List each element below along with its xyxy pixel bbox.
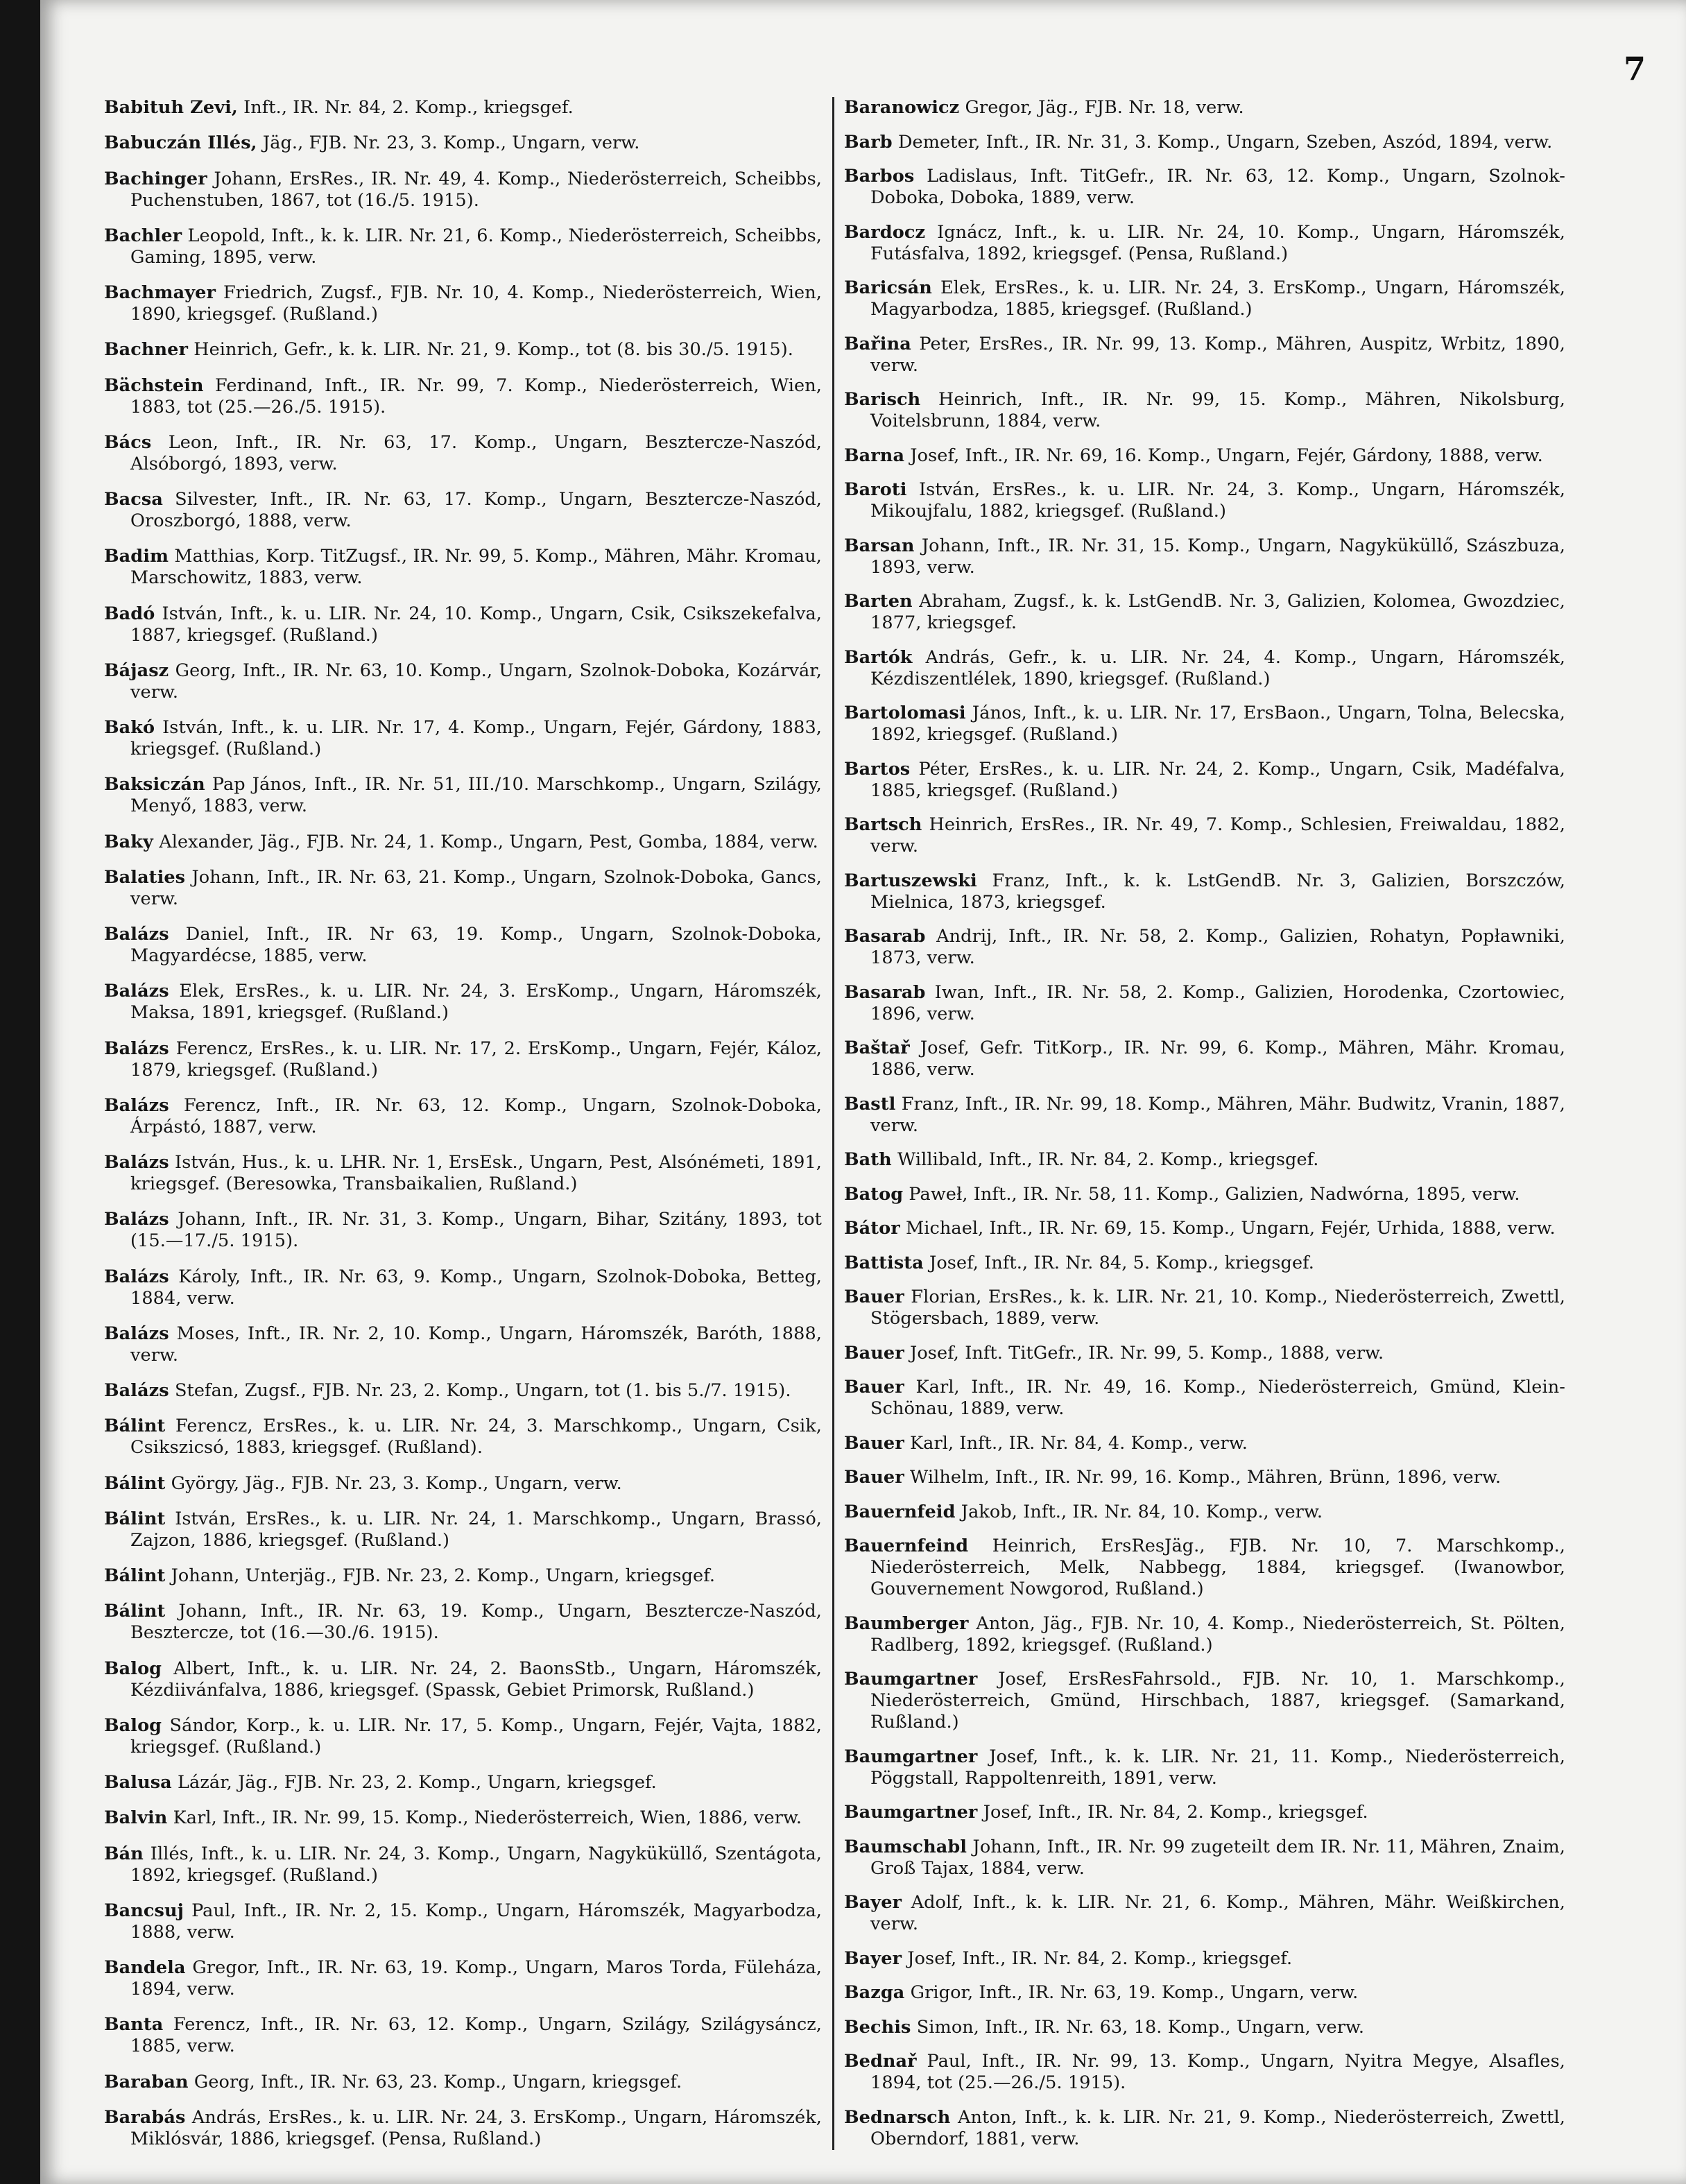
entry-details: Gregor, Inft., IR. Nr. 63, 19. Komp., Ungarn, Maros Torda, Füleháza, 1894, verw.: [130, 1957, 822, 2000]
list-item: [104, 225, 822, 268]
list-item: [104, 1266, 822, 1309]
list-item: [104, 282, 822, 325]
entry-details: Johann, ErsRes., IR. Nr. 49, 4. Komp., Niederösterreich, Scheibbs, Puchenstuben, 1867, tot (16./5. 1915).: [130, 168, 822, 211]
list-item: [844, 703, 1565, 746]
entry-name: Babituh Zevi,: [104, 97, 238, 118]
list-item: [844, 535, 1565, 578]
entry-name: Bachler: [104, 225, 182, 246]
entry-name: Bayer: [844, 1892, 902, 1913]
list-item: [104, 1152, 822, 1195]
list-item: [104, 1658, 822, 1701]
entry-name: Bauer: [844, 1432, 904, 1454]
list-item: [844, 1343, 1565, 1364]
entry-details: Ferencz, Inft., IR. Nr. 63, 12. Komp., Ungarn, Szolnok-Doboka, Árpástó, 1887, verw.: [130, 1094, 822, 1137]
entry-details: Willibald, Inft., IR. Nr. 84, 2. Komp., kriegsgef.: [897, 1149, 1319, 1170]
entry-details: István, Inft., k. u. LIR. Nr. 17, 4. Komp., Ungarn, Fejér, Gárdony, 1883, kriegsgef. (Rußland.): [130, 717, 822, 759]
entry-details: Franz, Inft., IR. Nr. 99, 18. Komp., Mähren, Mähr. Budwitz, Vranin, 1887, verw.: [870, 1093, 1565, 1136]
entry-name: Bächstein: [104, 375, 204, 396]
entry-details: Iwan, Inft., IR. Nr. 58, 2. Komp., Galizien, Horodenka, Czortowiec, 1896, verw.: [870, 981, 1565, 1024]
entry-details: Inft., IR. Nr. 84, 2. Komp., kriegsgef.: [243, 97, 574, 118]
list-item: [104, 546, 822, 589]
entry-name: Bachner: [104, 339, 189, 361]
list-item: [844, 132, 1565, 153]
list-item: [104, 1715, 822, 1758]
entry-name: Bauer: [844, 1377, 904, 1398]
entry-details: Andrij, Inft., IR. Nr. 58, 2. Komp., Galizien, Rohatyn, Popławniki, 1873, verw.: [870, 926, 1565, 968]
entry-name: Balázs: [104, 1038, 169, 1059]
entry-name: Bartuszewski: [844, 870, 977, 891]
entry-details: Károly, Inft., IR. Nr. 63, 9. Komp., Ungarn, Szolnok-Doboka, Betteg, 1884, verw.: [130, 1266, 822, 1309]
entry-details: Stefan, Zugsf., FJB. Nr. 23, 2. Komp., Ungarn, tot (1. bis 5./7. 1915).: [174, 1380, 791, 1401]
list-item: [844, 591, 1565, 634]
entry-name: Badim: [104, 546, 169, 567]
entry-details: Anton, Jäg., FJB. Nr. 10, 4. Komp., Niederösterreich, St. Pölten, Radlberg, 1892, kriegsgef. (Rußland.): [870, 1613, 1565, 1656]
entry-details: Johann, Inft., IR. Nr. 63, 19. Komp., Ungarn, Beszterczе-Naszód, Beszterczе, tot (16.—30./6. 1915).: [130, 1601, 822, 1644]
entry-name: Balázs: [104, 1152, 169, 1173]
entry-details: Josef, Inft., IR. Nr. 69, 16. Komp., Ungarn, Fejér, Gárdony, 1888, verw.: [910, 445, 1543, 466]
list-item: [844, 1669, 1565, 1733]
entry-name: Balázs: [104, 1094, 169, 1116]
entry-name: Barb: [844, 131, 893, 153]
entry-name: Battista: [844, 1252, 924, 1273]
list-item: [104, 375, 822, 418]
entry-details: Péter, ErsRes., k. u. LIR. Nr. 24, 2. Komp., Ungarn, Csik, Madéfalva, 1885, kriegsgef. (Rußland.): [870, 758, 1565, 801]
entry-name: Bazga: [844, 1982, 905, 2003]
entry-name: Bednař: [844, 2051, 917, 2072]
entry-details: Ferdinand, Inft., IR. Nr. 99, 7. Komp., Niederösterreich, Wien, 1883, tot (25.—26./5. 1915).: [130, 375, 822, 418]
list-item: [104, 1416, 822, 1459]
entry-name: Bachinger: [104, 168, 207, 189]
list-item: [844, 445, 1565, 467]
entry-details: Daniel, Inft., IR. Nr 63, 19. Komp., Ungarn, Szolnok-Doboka, Magyardécse, 1885, verw.: [130, 924, 822, 966]
entry-details: Anton, Inft., k. k. LIR. Nr. 21, 9. Komp., Niederösterreich, Zwettl, Oberndorf, 1881, verw.: [870, 2106, 1565, 2149]
entry-details: Wilhelm, Inft., IR. Nr. 99, 16. Komp., Mähren, Brünn, 1896, verw.: [910, 1467, 1502, 1488]
list-item: [104, 169, 822, 212]
list-item: [844, 389, 1565, 432]
entry-name: Basarab: [844, 926, 926, 947]
entry-details: Leopold, Inft., k. k. LIR. Nr. 21, 6. Komp., Niederösterreich, Scheibbs, Gaming, 1895, verw.: [130, 225, 822, 268]
entry-details: Ignácz, Inft., k. u. LIR. Nr. 24, 10. Komp., Ungarn, Háromszék, Futásfalva, 1892, kriegsgef. (Pensa, Rußland.): [870, 221, 1565, 264]
entry-details: Josef, Inft., IR. Nr. 84, 2. Komp., kriegsgef.: [983, 1802, 1368, 1823]
entry-name: Bauer: [844, 1467, 904, 1488]
entry-name: Bartolomasi: [844, 703, 966, 723]
entry-name: Bandela: [104, 1957, 186, 1978]
list-item: [844, 1746, 1565, 1789]
list-item: [104, 1038, 822, 1081]
entry-details: Josef, Inft., k. k. LIR. Nr. 21, 11. Komp., Niederösterreich, Pöggstall, Rappoltenreith, 1891, verw.: [870, 1746, 1565, 1789]
list-item: [844, 1253, 1565, 1274]
entry-name: Balázs: [104, 1266, 169, 1287]
list-item: [104, 1473, 822, 1495]
list-item: [104, 1601, 822, 1644]
entry-details: Elek, ErsRes., k. u. LIR. Nr. 24, 3. ErsKomp., Ungarn, Háromszék, Maksa, 1891, kriegsgef. (Rußland.): [130, 981, 822, 1024]
entry-details: Grigor, Inft., IR. Nr. 63, 19. Komp., Ungarn, verw.: [910, 1982, 1359, 2003]
entry-name: Bauernfeid: [844, 1501, 956, 1522]
list-item: [104, 924, 822, 967]
entry-name: Balvin: [104, 1807, 168, 1829]
entry-name: Baumgartner: [844, 1746, 978, 1767]
list-item: [104, 2014, 822, 2057]
list-item: [844, 1536, 1565, 1600]
entry-name: Baricsán: [844, 277, 932, 298]
list-item: [844, 1892, 1565, 1935]
entry-details: Lázár, Jäg., FJB. Nr. 23, 2. Komp., Ungarn, kriegsgef.: [178, 1772, 657, 1793]
entry-details: Leon, Inft., IR. Nr. 63, 17. Komp., Ungarn, Beszterczе-Naszód, Alsóborgó, 1893, verw.: [130, 431, 822, 474]
entry-details: Alexander, Jäg., FJB. Nr. 24, 1. Komp., Ungarn, Pest, Gomba, 1884, verw.: [159, 831, 818, 852]
list-item: [104, 339, 822, 361]
entry-name: Balázs: [104, 1209, 169, 1230]
list-item: [104, 489, 822, 532]
entry-details: János, Inft., k. u. LIR. Nr. 17, ErsBaon., Ungarn, Tolna, Belecska, 1892, kriegsgef. (Rußland.): [870, 703, 1565, 745]
entry-details: Adolf, Inft., k. k. LIR. Nr. 21, 6. Komp., Mähren, Mähr. Weißkirchen, verw.: [870, 1892, 1565, 1934]
entry-details: Peter, ErsRes., IR. Nr. 99, 13. Komp., Mähren, Auspitz, Wrbitz, 1890, verw.: [870, 333, 1565, 376]
list-item: [844, 814, 1565, 857]
entry-details: Georg, Inft., IR. Nr. 63, 10. Komp., Ungarn, Szolnok-Doboka, Kozárvár, verw.: [130, 660, 822, 703]
entry-name: Barisch: [844, 389, 921, 410]
entry-details: Johann, Inft., IR. Nr. 99 zugeteilt dem IR. Nr. 11, Mähren, Znaim, Groß Tajax, 1884, verw.: [870, 1836, 1565, 1879]
entry-name: Bálint: [104, 1601, 166, 1622]
entry-name: Barbos: [844, 166, 915, 187]
entry-details: Heinrich, ErsRes., IR. Nr. 49, 7. Komp., Schlesien, Freiwaldau, 1882, verw.: [870, 814, 1565, 857]
entry-name: Bacsa: [104, 489, 163, 510]
entry-details: György, Jäg., FJB. Nr. 23, 3. Komp., Ungarn, verw.: [171, 1472, 622, 1494]
entry-details: Sándor, Korp., k. u. LIR. Nr. 17, 5. Komp., Ungarn, Fejér, Vajta, 1882, kriegsgef. (Rußland.): [130, 1714, 822, 1757]
entry-name: Baroti: [844, 479, 907, 500]
right-column: [832, 97, 1565, 2150]
list-item: [844, 1837, 1565, 1880]
entry-name: Bastl: [844, 1093, 896, 1115]
entry-name: Bancsuj: [104, 1900, 184, 1921]
list-item: [104, 2072, 822, 2093]
list-item: [844, 1613, 1565, 1656]
list-item: [104, 660, 822, 703]
entry-details: Friedrich, Zugsf., FJB. Nr. 10, 4. Komp., Niederösterreich, Wien, 1890, kriegsgef. (Rußland.): [130, 282, 822, 325]
entry-details: István, ErsRes., k. u. LIR. Nr. 24, 1. Marschkomp., Ungarn, Brassó, Zajzon, 1886, kriegsgef. (Rußland.): [130, 1508, 822, 1551]
entry-name: Bauer: [844, 1342, 904, 1364]
list-item: [844, 1287, 1565, 1330]
entry-name: Bednarsch: [844, 2106, 951, 2128]
entry-details: Ferencz, ErsRes., k. u. LIR. Nr. 24, 3. Marschkomp., Ungarn, Csik, Csikszicsó, 1883, kriegsgef. (Rußland).: [130, 1416, 822, 1459]
entry-details: Heinrich, Inft., IR. Nr. 99, 15. Komp., Mähren, Nikolsburg, Voitelsbrunn, 1884, verw.: [870, 389, 1565, 431]
entry-details: Ferencz, ErsRes., k. u. LIR. Nr. 17, 2. ErsKomp., Ungarn, Fejér, Káloz, 1879, kriegsgef. (Rußland.): [130, 1038, 822, 1081]
entry-name: Bachmayer: [104, 282, 216, 303]
entry-name: Baraban: [104, 2071, 189, 2092]
list-item: [844, 2107, 1565, 2150]
entry-name: Bartsch: [844, 814, 922, 835]
entry-details: Elek, ErsRes., k. u. LIR. Nr. 24, 3. ErsKomp., Ungarn, Háromszék, Magyarbodza, 1885, kriegsgef. (Rußland.): [870, 277, 1565, 320]
entry-name: Bartók: [844, 646, 913, 668]
entry-details: Albert, Inft., k. u. LIR. Nr. 24, 2. BaonsStb., Ungarn, Háromszék, Kézdiivánfalva, 1886, kriegsgef. (Spassk, Gebiet Primorsk, Rußland.): [130, 1658, 822, 1701]
list-item: [844, 166, 1565, 209]
entry-details: Michael, Inft., IR. Nr. 69, 15. Komp., Ungarn, Fejér, Urhida, 1888, verw.: [906, 1218, 1556, 1239]
entry-details: Abraham, Zugsf., k. k. LstGendB. Nr. 3, Galizien, Kolomea, Gwozdziec, 1877, kriegsgef.: [870, 591, 1565, 633]
entry-details: Franz, Inft., k. k. LstGendB. Nr. 3, Galizien, Borszczów, Mielnica, 1873, kriegsgef.: [870, 870, 1565, 913]
entry-name: Bath: [844, 1149, 892, 1170]
entry-name: Barna: [844, 445, 905, 466]
entry-details: Matthias, Korp. TitZugsf., IR. Nr. 99, 5. Komp., Mähren, Mähr. Kromau, Marschowitz, 1883, verw.: [130, 546, 822, 589]
entry-details: Karl, Inft., IR. Nr. 49, 16. Komp., Niederösterreich, Gmünd, Klein-Schönau, 1889, verw.: [870, 1377, 1565, 1419]
entry-details: Heinrich, Gefr., k. k. LIR. Nr. 21, 9. Komp., tot (8. bis 30./5. 1915).: [193, 339, 793, 361]
entry-name: Baumschabl: [844, 1836, 967, 1857]
entry-name: Balog: [104, 1714, 162, 1736]
entry-name: Barten: [844, 591, 913, 612]
list-item: [844, 1433, 1565, 1454]
list-item: [104, 1380, 822, 1402]
entry-name: Baumberger: [844, 1613, 969, 1634]
entry-details: Illés, Inft., k. u. LIR. Nr. 24, 3. Komp., Ungarn, Nagyküküllő, Szentágota, 1892, kriegsgef. (Rußland.): [130, 1843, 822, 1886]
entry-name: Barabás: [104, 2106, 186, 2128]
entry-details: István, Inft., k. u. LIR. Nr. 24, 10. Komp., Ungarn, Csik, Csikszekefalva, 1887, kriegsgef. (Rußland.): [130, 603, 822, 646]
list-item: [844, 1802, 1565, 1823]
entry-details: István, ErsRes., k. u. LIR. Nr. 24, 3. Komp., Ungarn, Háromszék, Mikoujfalu, 1882, kriegsgef. (Rußland.): [870, 479, 1565, 522]
list-item: [844, 334, 1565, 377]
entry-name: Banta: [104, 2014, 164, 2036]
list-item: [844, 1467, 1565, 1488]
list-item: [104, 1772, 822, 1794]
document-page: [40, 0, 1686, 2184]
list-item: [844, 1982, 1565, 2004]
list-item: [104, 132, 822, 154]
list-item: [104, 432, 822, 475]
entry-name: Bálint: [104, 1472, 166, 1494]
entry-details: Karl, Inft., IR. Nr. 84, 4. Komp., verw.: [910, 1432, 1248, 1454]
entry-name: Bács: [104, 431, 152, 453]
entry-name: Balusa: [104, 1772, 172, 1793]
entry-name: Bauer: [844, 1287, 904, 1307]
entry-name: Balázs: [104, 1323, 169, 1344]
entry-name: Bájasz: [104, 660, 169, 681]
entry-name: Baranowicz: [844, 97, 960, 118]
list-item: [844, 222, 1565, 265]
entry-details: Josef, Inft. TitGefr., IR. Nr. 99, 5. Komp., 1888, verw.: [910, 1342, 1384, 1364]
entry-name: Barsan: [844, 535, 915, 556]
list-item: [104, 1323, 822, 1366]
list-item: [844, 926, 1565, 969]
entry-name: Bechis: [844, 2016, 911, 2038]
entry-details: Paul, Inft., IR. Nr. 2, 15. Komp., Ungarn, Háromszék, Magyarbodza, 1888, verw.: [130, 1900, 822, 1943]
entry-details: Johann, Inft., IR. Nr. 31, 3. Komp., Ungarn, Bihar, Szitány, 1893, tot (15.—17./5. 1915).: [130, 1209, 822, 1252]
list-item: [104, 717, 822, 760]
entry-name: Bardocz: [844, 221, 926, 243]
entry-details: István, Hus., k. u. LHR. Nr. 1, ErsEsk., Ungarn, Pest, Alsónémeti, 1891, kriegsgef. (Beresowka, Transbaikalien, Rußland.): [130, 1152, 822, 1194]
entry-details: Moses, Inft., IR. Nr. 2, 10. Komp., Ungarn, Háromszék, Baróth, 1888, verw.: [130, 1323, 822, 1366]
entry-details: Jakob, Inft., IR. Nr. 84, 10. Komp., verw.: [961, 1501, 1323, 1522]
list-item: [844, 982, 1565, 1025]
entry-details: Heinrich, ErsResJäg., FJB. Nr. 10, 7. Marschkomp., Niederösterreich, Melk, Nabbegg, 1884, kriegsgef. (Iwanowbor, Gouvernement Nowgorod, Rußland.): [870, 1536, 1565, 1599]
page-number: 7: [1623, 50, 1646, 87]
entry-details: Ladislaus, Inft. TitGefr., IR. Nr. 63, 12. Komp., Ungarn, Szolnok-Doboka, Doboka, 1889, verw.: [870, 166, 1565, 208]
entry-details: Johann, Inft., IR. Nr. 31, 15. Komp., Ungarn, Nagyküküllő, Szászbuza, 1893, verw.: [870, 535, 1565, 578]
entry-name: Bátor: [844, 1218, 900, 1239]
list-item: [844, 759, 1565, 802]
entry-name: Basarab: [844, 981, 926, 1003]
entry-details: Simon, Inft., IR. Nr. 63, 18. Komp., Ungarn, verw.: [916, 2016, 1365, 2038]
entry-details: Josef, Inft., IR. Nr. 84, 2. Komp., kriegsgef.: [907, 1947, 1293, 1969]
entry-name: Babuczán Illés,: [104, 132, 257, 154]
entry-details: Karl, Inft., IR. Nr. 99, 15. Komp., Niederösterreich, Wien, 1886, verw.: [173, 1807, 802, 1829]
entry-name: Bán: [104, 1843, 144, 1864]
entry-name: Balog: [104, 1658, 162, 1679]
list-item: [844, 1184, 1565, 1205]
list-item: [844, 2051, 1565, 2094]
list-item: [104, 981, 822, 1024]
entry-name: Baumgartner: [844, 1669, 978, 1689]
list-item: [104, 867, 822, 910]
entry-details: Paul, Inft., IR. Nr. 99, 13. Komp., Ungarn, Nyitra Megye, Alsafles, 1894, tot (25.—26./5. 1915).: [870, 2051, 1565, 2093]
list-item: [104, 832, 822, 853]
entry-details: Silvester, Inft., IR. Nr. 63, 17. Komp., Ungarn, Beszterczе-Naszód, Oroszborgó, 1888, verw.: [130, 489, 822, 531]
list-item: [104, 97, 822, 119]
list-item: [104, 774, 822, 817]
list-item: [844, 1149, 1565, 1171]
entry-name: Balázs: [104, 924, 169, 945]
entry-details: Josef, Inft., IR. Nr. 84, 5. Komp., kriegsgef.: [929, 1252, 1314, 1273]
entry-details: András, Gefr., k. u. LIR. Nr. 24, 4. Komp., Ungarn, Háromszék, Kézdiszentlélek, 1890, kriegsgef. (Rußland.): [870, 646, 1565, 689]
left-column: [104, 97, 822, 2150]
entry-name: Baksiczán: [104, 774, 205, 796]
entry-name: Balázs: [104, 981, 169, 1002]
entry-name: Bakó: [104, 717, 155, 738]
entry-name: Baumgartner: [844, 1802, 978, 1823]
entry-details: Ferencz, Inft., IR. Nr. 63, 12. Komp., Ungarn, Szilágy, Szilágysáncz, 1885, verw.: [130, 2014, 822, 2057]
list-item: [844, 647, 1565, 690]
entry-name: Baštař: [844, 1038, 910, 1058]
entry-name: Bartos: [844, 758, 911, 780]
list-item: [844, 2017, 1565, 2038]
list-item: [844, 1094, 1565, 1137]
list-item: [844, 1948, 1565, 1970]
entry-details: Josef, Gefr. TitKorp., IR. Nr. 99, 6. Komp., Mähren, Mähr. Kromau, 1886, verw.: [870, 1038, 1565, 1080]
list-item: [104, 1843, 822, 1886]
list-item: [844, 277, 1565, 320]
entry-details: Georg, Inft., IR. Nr. 63, 23. Komp., Ungarn, kriegsgef.: [193, 2071, 682, 2092]
list-item: [104, 1508, 822, 1551]
entry-details: Johann, Inft., IR. Nr. 63, 21. Komp., Ungarn, Szolnok-Doboka, Gancs, verw.: [130, 866, 822, 909]
entry-details: Gregor, Jäg., FJB. Nr. 18, verw.: [965, 97, 1244, 118]
entry-name: Batog: [844, 1183, 904, 1205]
list-item: [844, 479, 1565, 522]
entry-details: Jäg., FJB. Nr. 23, 3. Komp., Ungarn, verw.: [262, 132, 640, 154]
entry-name: Badó: [104, 603, 155, 624]
list-item: [104, 603, 822, 646]
entry-name: Baky: [104, 831, 153, 852]
list-item: [104, 2107, 822, 2150]
entry-name: Balaties: [104, 866, 186, 888]
entry-name: Bařina: [844, 333, 911, 354]
entry-name: Bauernfeind: [844, 1536, 969, 1556]
list-item: [844, 1377, 1565, 1420]
list-item: [844, 1502, 1565, 1523]
list-item: [104, 1095, 822, 1138]
entry-details: Josef, ErsResFahrsold., FJB. Nr. 10, 1. Marschkomp., Niederösterreich, Gmünd, Hirschbach, 1887, kriegsgef. (Samarkand, Rußland.): [870, 1669, 1565, 1732]
entry-name: Bálint: [104, 1416, 166, 1437]
list-item: [104, 1957, 822, 2000]
list-item: [104, 1807, 822, 1829]
list-item: [844, 97, 1565, 119]
list-item: [844, 1218, 1565, 1239]
entry-name: Bálint: [104, 1508, 166, 1529]
entry-details: Florian, ErsRes., k. k. LIR. Nr. 21, 10. Komp., Niederösterreich, Zwettl, Stögersbach, 1889, verw.: [870, 1287, 1565, 1329]
list-item: [104, 1900, 822, 1943]
list-item: [844, 870, 1565, 913]
list-item: [844, 1038, 1565, 1081]
entry-name: Balázs: [104, 1380, 169, 1401]
entry-details: Paweł, Inft., IR. Nr. 58, 11. Komp., Galizien, Nadwórna, 1895, verw.: [909, 1183, 1520, 1205]
entry-details: Demeter, Inft., IR. Nr. 31, 3. Komp., Ungarn, Szeben, Aszód, 1894, verw.: [897, 131, 1553, 153]
list-item: [104, 1565, 822, 1587]
entry-name: Bálint: [104, 1565, 166, 1586]
entry-details: Pap János, Inft., IR. Nr. 51, III./10. Marschkomp., Ungarn, Szilágy, Menyő, 1883, verw.: [130, 774, 822, 817]
list-item: [104, 1209, 822, 1252]
entry-details: András, ErsRes., k. u. LIR. Nr. 24, 3. ErsKomp., Ungarn, Háromszék, Miklósvár, 1886, kriegsgef. (Pensa, Rußland.): [130, 2106, 822, 2149]
entry-details: Johann, Unterjäg., FJB. Nr. 23, 2. Komp., Ungarn, kriegsgef.: [171, 1565, 716, 1586]
entry-name: Bayer: [844, 1947, 902, 1969]
